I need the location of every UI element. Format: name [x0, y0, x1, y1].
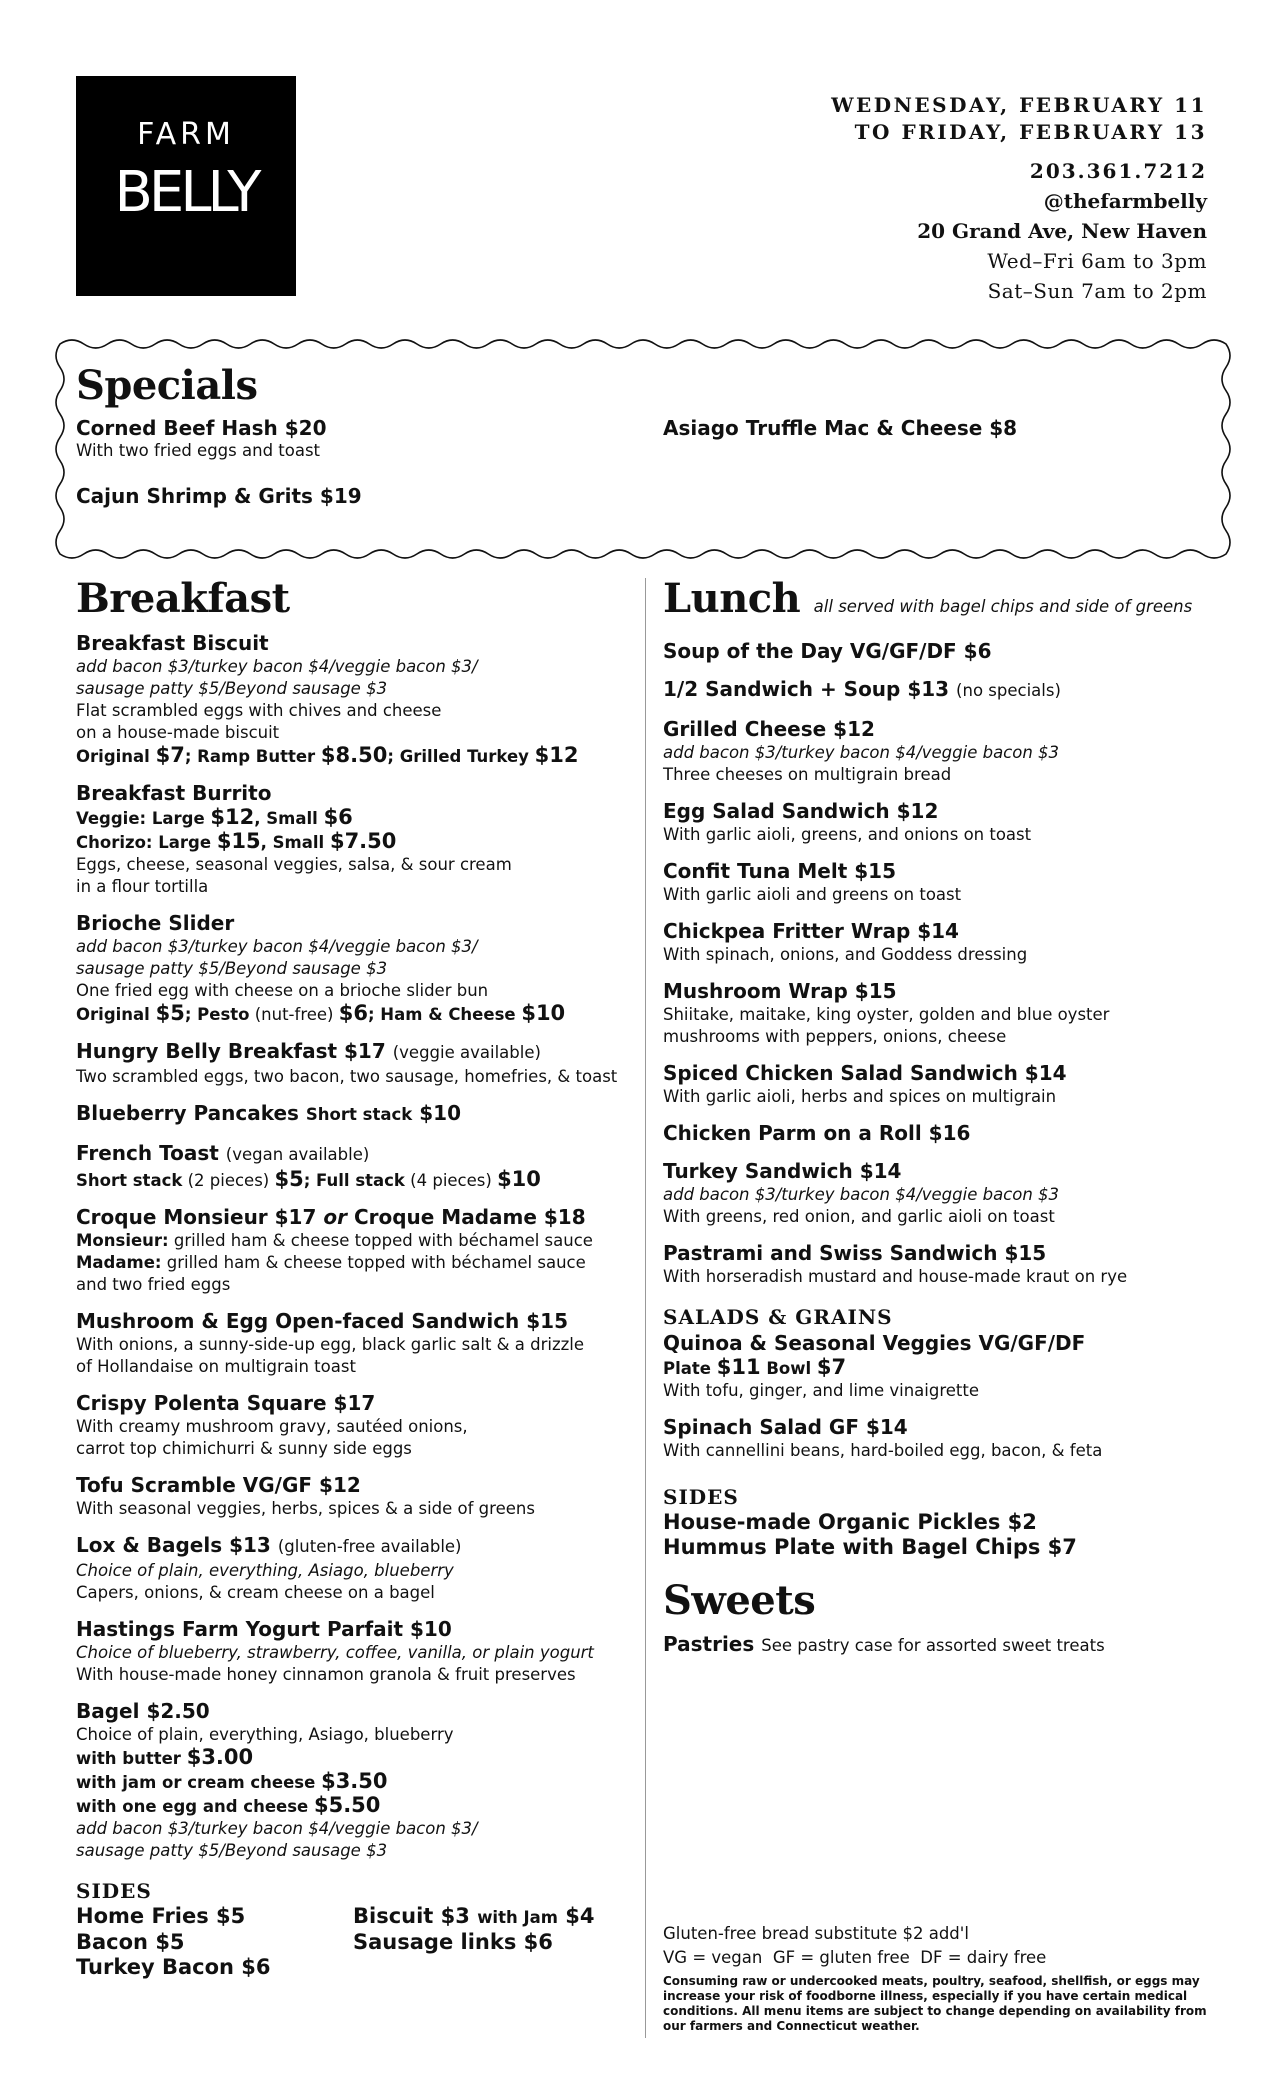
item-addons: add bacon $3/turkey bacon $4/veggie bacon $3/ [76, 657, 478, 676]
sides-grid [76, 1904, 646, 1980]
menu-item [76, 1204, 646, 1296]
sweets-title: Sweets [663, 1577, 816, 1624]
item-desc: Madame: grilled ham & cheese topped with béchamel sauce [76, 1253, 586, 1272]
item-desc: Three cheeses on multigrain bread [663, 765, 952, 784]
item-addons: add bacon $3/turkey bacon $4/veggie bacon $3 [663, 1185, 1060, 1204]
item-prices: Veggie: Large $12, Small $6 [76, 805, 353, 829]
item-prices: with one egg and cheese $5.50 [76, 1793, 381, 1817]
item-prices: Plate $11 Bowl $7 [663, 1355, 847, 1379]
hours-weekday: Wed–Fri 6am to 3pm [987, 249, 1207, 273]
special-item [76, 484, 362, 508]
item-name: Quinoa & Seasonal Veggies VG/GF/DF [663, 1331, 1086, 1355]
item-name: Breakfast Biscuit [76, 631, 269, 655]
item-name: Brioche Slider [76, 911, 235, 935]
item-addons: Choice of plain, everything, Asiago, blueberry [76, 1561, 454, 1580]
lunch-note: all served with bagel chips and side of greens [813, 597, 1193, 616]
menu-item [663, 1060, 1223, 1108]
item-name: Hungry Belly Breakfast $17 (veggie available) [76, 1039, 541, 1063]
menu-item [76, 630, 646, 768]
item-prices: with jam or cream cheese $3.50 [76, 1769, 388, 1793]
menu-item [663, 1240, 1223, 1288]
menu-item [663, 638, 1223, 664]
breakfast-title: Breakfast [76, 575, 290, 622]
item-name: Turkey Sandwich $14 [663, 1159, 902, 1183]
side-item: Hummus Plate with Bagel Chips $7 [663, 1535, 1077, 1559]
item-desc: With house-made honey cinnamon granola & fruit preserves [76, 1665, 576, 1684]
item-addons: sausage patty $5/Beyond sausage $3 [76, 679, 388, 698]
logo-text-top: FARM [137, 117, 235, 152]
date-line-2: TO FRIDAY, FEBRUARY 13 [854, 120, 1207, 144]
item-desc: carrot top chimichurri & sunny side eggs [76, 1439, 412, 1458]
side-item: House-made Organic Pickles $2 [663, 1510, 1037, 1534]
item-desc: With garlic aioli, herbs and spices on multigrain [663, 1087, 1057, 1106]
item-desc: With onions, a sunny-side-up egg, black garlic salt & a drizzle [76, 1335, 585, 1354]
item-addons: sausage patty $5/Beyond sausage $3 [76, 959, 388, 978]
item-prices: Original $5; Pesto (nut-free) $6; Ham & Cheese $10 [76, 1001, 566, 1025]
item-desc: mushrooms with peppers, onions, cheese [663, 1027, 1007, 1046]
header-info [831, 92, 1207, 306]
item-prices: with butter $3.00 [76, 1745, 254, 1769]
salads-section [663, 1304, 1223, 1462]
item-prices: Original $7; Ramp Butter $8.50; Grilled Turkey $12 [76, 743, 579, 767]
sweets-section [663, 1576, 1223, 1656]
special-name: Cajun Shrimp & Grits $19 [76, 484, 362, 508]
item-desc: One fried egg with cheese on a brioche slider bun [76, 981, 489, 1000]
item-name: Soup of the Day VG/GF/DF $6 [663, 639, 992, 663]
item-name: French Toast (vegan available) [76, 1141, 370, 1165]
menu-item [76, 1308, 646, 1378]
lunch-heading [663, 574, 1223, 632]
menu-item [663, 978, 1223, 1048]
item-name: Hastings Farm Yogurt Parfait $10 [76, 1617, 452, 1641]
item-name: Lox & Bagels $13 (gluten-free available) [76, 1533, 462, 1557]
side-item: Sausage links $6 [353, 1930, 553, 1954]
item-name: Egg Salad Sandwich $12 [663, 799, 939, 823]
item-desc: With spinach, onions, and Goddess dressing [663, 945, 1028, 964]
salads-title: SALADS & GRAINS [663, 1305, 893, 1329]
special-desc: With two fried eggs and toast [76, 441, 321, 460]
item-desc: on a house-made biscuit [76, 723, 280, 742]
item-name: 1/2 Sandwich + Soup $13 (no specials) [663, 677, 1061, 701]
item-name: Bagel $2.50 [76, 1699, 210, 1723]
item-name: Pastrami and Swiss Sandwich $15 [663, 1241, 1047, 1265]
menu-item [76, 1100, 646, 1128]
date-line-1: WEDNESDAY, FEBRUARY 11 [831, 93, 1207, 117]
address: 20 Grand Ave, New Haven [917, 219, 1207, 243]
menu-item [76, 1532, 646, 1604]
item-desc: Shiitake, maitake, king oyster, golden and blue oyster [663, 1005, 1110, 1024]
item-desc: and two fried eggs [76, 1275, 231, 1294]
specials-title: Specials [76, 362, 258, 409]
side-item: Turkey Bacon $6 [76, 1955, 271, 1979]
side-item: Biscuit $3 with Jam $4 [353, 1904, 595, 1928]
item-name: Blueberry Pancakes Short stack $10 [76, 1101, 461, 1125]
food-warning: Consuming raw or undercooked meats, poultry, seafood, shellfish, or eggs may increase your risk of foodborne illness, especially if you have certain medical conditions. All menu items are subject to change depending on availability from our farmers and Connecticut weather. [663, 1974, 1207, 2033]
item-name: Grilled Cheese $12 [663, 717, 875, 741]
item-name: Pastries See pastry case for assorted sweet treats [663, 1632, 1105, 1656]
item-desc: Monsieur: grilled ham & cheese topped with béchamel sauce [76, 1231, 593, 1250]
item-name: Spinach Salad GF $14 [663, 1415, 908, 1439]
gf-note: Gluten-free bread substitute $2 add'l [663, 1924, 969, 1943]
social-handle[interactable]: @thefarmbelly [1043, 189, 1207, 213]
menu-item [663, 918, 1223, 966]
lunch-title: Lunch [663, 575, 801, 622]
item-desc: of Hollandaise on multigrain toast [76, 1357, 356, 1376]
item-name: Mushroom Wrap $15 [663, 979, 897, 1003]
menu-item [76, 1140, 646, 1192]
item-addons: sausage patty $5/Beyond sausage $3 [76, 1841, 388, 1860]
special-name: Asiago Truffle Mac & Cheese $8 [663, 416, 1018, 440]
menu-item [663, 676, 1223, 704]
item-desc: Capers, onions, & cream cheese on a bagel [76, 1583, 435, 1602]
item-name: Croque Monsieur $17 or Croque Madame $18 [76, 1205, 586, 1229]
breakfast-column [76, 574, 646, 1980]
menu-item [663, 798, 1223, 846]
item-desc: With creamy mushroom gravy, sautéed onions, [76, 1417, 468, 1436]
item-desc: Flat scrambled eggs with chives and cheese [76, 701, 442, 720]
menu-item [663, 1158, 1223, 1228]
farm-belly-logo [76, 76, 296, 296]
item-name: Mushroom & Egg Open-faced Sandwich $15 [76, 1309, 569, 1333]
item-addons: Choice of blueberry, strawberry, coffee, vanilla, or plain yogurt [76, 1643, 594, 1662]
logo-mark [76, 76, 296, 296]
item-desc: Choice of plain, everything, Asiago, blueberry [76, 1725, 454, 1744]
menu-item [663, 716, 1223, 786]
footer-notes [663, 1922, 1223, 2034]
item-addons: add bacon $3/turkey bacon $4/veggie bacon $3/ [76, 937, 478, 956]
item-desc: With greens, red onion, and garlic aioli on toast [663, 1207, 1055, 1226]
item-name: Breakfast Burrito [76, 781, 272, 805]
item-name: Crispy Polenta Square $17 [76, 1391, 376, 1415]
item-prices: Short stack (2 pieces) $5; Full stack (4 pieces) $10 [76, 1167, 541, 1191]
special-item [663, 416, 1017, 440]
menu-item [663, 1330, 1223, 1402]
breakfast-sides [76, 1878, 646, 1980]
special-name: Corned Beef Hash $20 [76, 416, 327, 440]
item-addons: add bacon $3/turkey bacon $4/veggie bacon $3 [663, 743, 1060, 762]
menu-item [76, 1698, 646, 1862]
menu-item [76, 1038, 646, 1088]
hours-weekend: Sat–Sun 7am to 2pm [987, 279, 1207, 303]
item-desc: Two scrambled eggs, two bacon, two sausage, homefries, & toast [76, 1067, 618, 1086]
lunch-column [663, 574, 1223, 1656]
item-desc: With cannellini beans, hard-boiled egg, bacon, & feta [663, 1441, 1103, 1460]
item-desc: With garlic aioli and greens on toast [663, 885, 962, 904]
item-desc: Eggs, cheese, seasonal veggies, salsa, & sour cream [76, 855, 512, 874]
item-desc: With seasonal veggies, herbs, spices & a side of greens [76, 1499, 535, 1518]
special-item [76, 416, 327, 462]
item-desc: With tofu, ginger, and lime vinaigrette [663, 1381, 980, 1400]
phone-number[interactable]: 203.361.7212 [1029, 159, 1207, 183]
lunch-sides [663, 1484, 1223, 1560]
item-name: Tofu Scramble VG/GF $12 [76, 1473, 361, 1497]
menu-item [76, 1472, 646, 1520]
menu-item [76, 910, 646, 1026]
sides-title: SIDES [663, 1485, 739, 1509]
item-name: Chicken Parm on a Roll $16 [663, 1121, 971, 1145]
side-item: Home Fries $5 [76, 1904, 246, 1928]
menu-item [663, 1120, 1223, 1146]
item-desc: in a flour tortilla [76, 877, 209, 896]
item-desc: With horseradish mustard and house-made kraut on rye [663, 1267, 1128, 1286]
side-item: Bacon $5 [76, 1930, 185, 1954]
item-name: Spiced Chicken Salad Sandwich $14 [663, 1061, 1067, 1085]
item-prices: Chorizo: Large $15, Small $7.50 [76, 829, 397, 853]
menu-item [663, 1414, 1223, 1462]
sides-title: SIDES [76, 1879, 152, 1903]
logo-text-bottom: BELLY [114, 160, 258, 225]
item-addons: add bacon $3/turkey bacon $4/veggie bacon $3/ [76, 1819, 478, 1838]
menu-item [76, 1616, 646, 1686]
item-desc: With garlic aioli, greens, and onions on toast [663, 825, 1032, 844]
item-name: Confit Tuna Melt $15 [663, 859, 896, 883]
menu-item [76, 780, 646, 898]
diet-legend: VG = vegan GF = gluten free DF = dairy free [663, 1948, 1047, 1967]
menu-item [663, 858, 1223, 906]
menu-item [76, 1390, 646, 1460]
item-name: Chickpea Fritter Wrap $14 [663, 919, 959, 943]
